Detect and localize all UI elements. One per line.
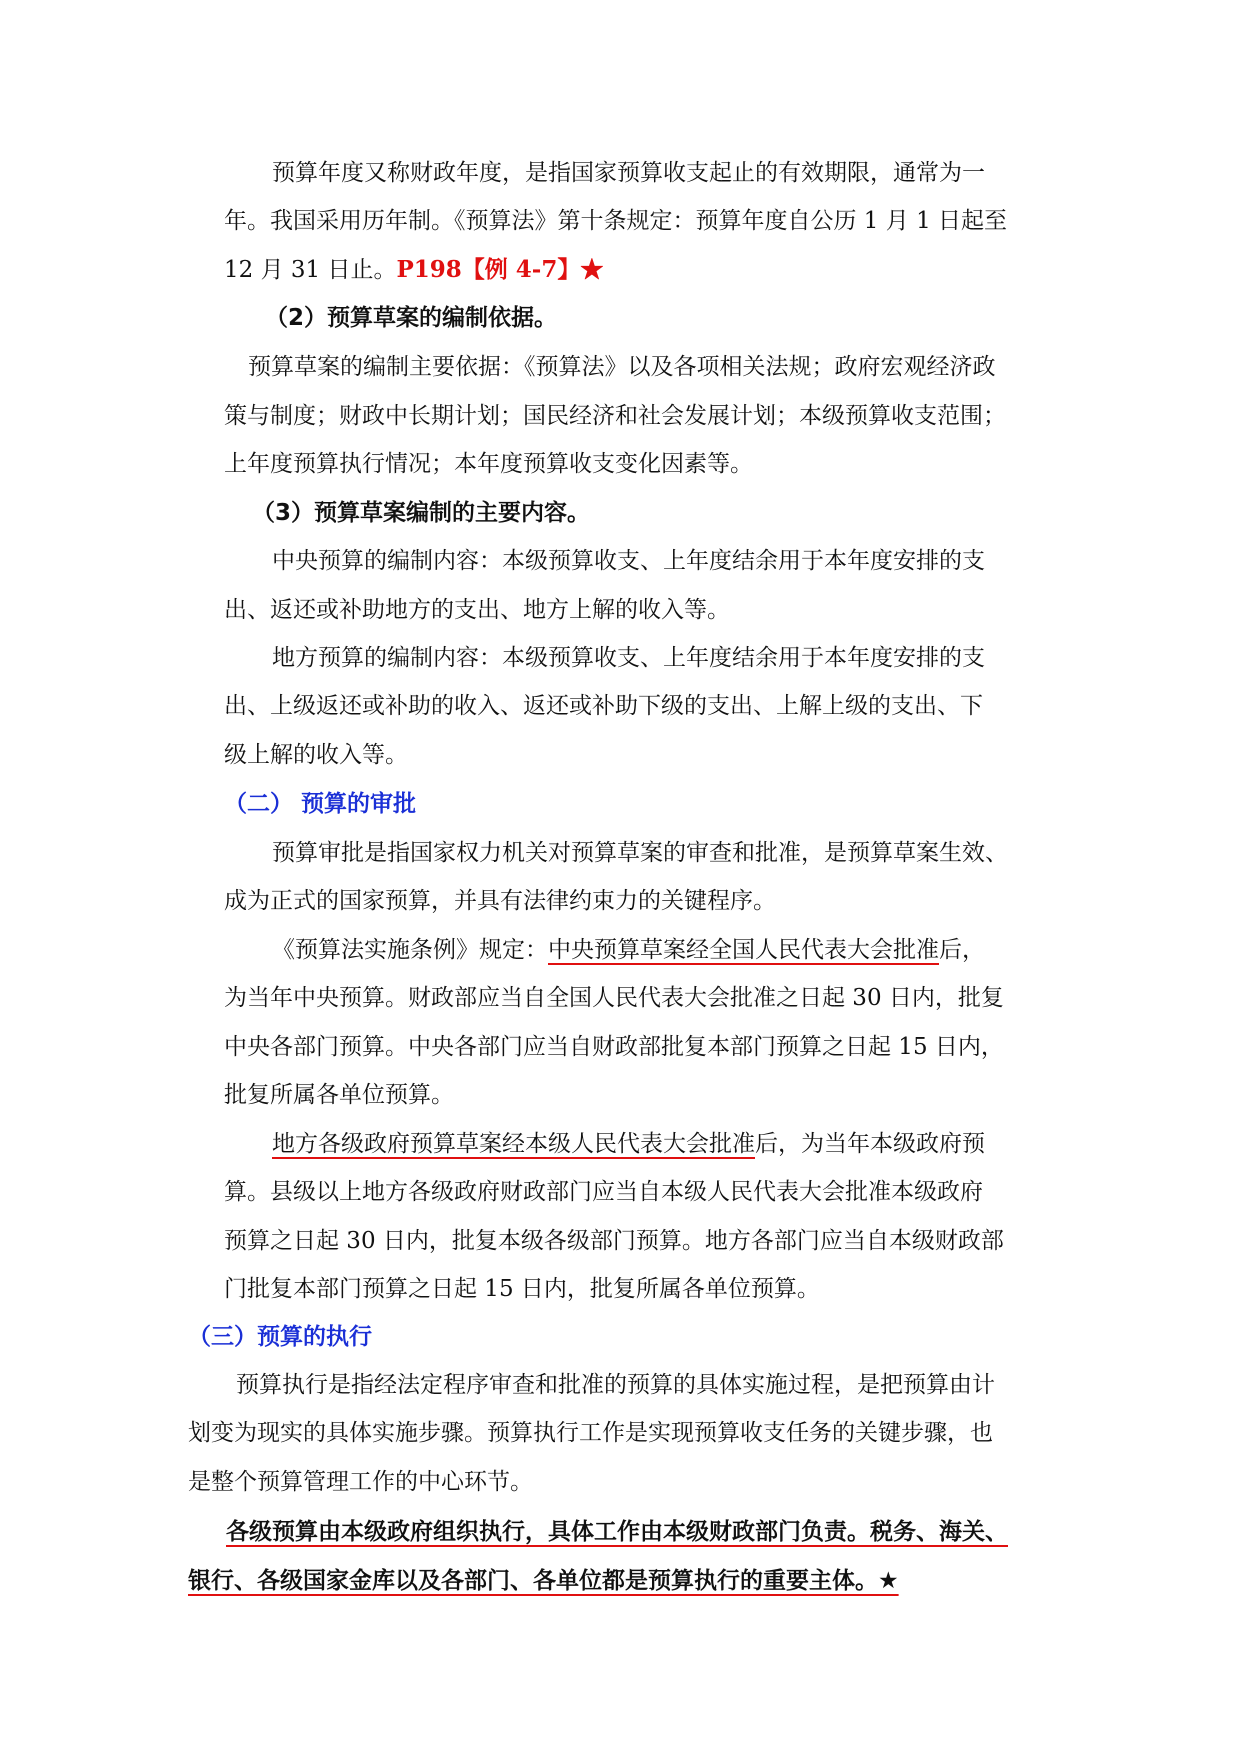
para-local-approval-line3: 预算之日起 30 日内，批复本级各级部门预算。地方各部门应当自本级财政部 <box>224 1228 1004 1254</box>
para-local-content-line1: 地方预算的编制内容：本级预算收支、上年度结余用于本年度安排的支 <box>272 645 985 671</box>
para-year-line3 <box>224 255 603 285</box>
para-basis-line1: 预算草案的编制主要依据：《预算法》以及各项相关法规；政府宏观经济政 <box>248 354 996 380</box>
para-central-approval-line3: 中央各部门预算。中央各部门应当自财政部批复本部门预算之日起 15 日内， <box>224 1034 1004 1060</box>
local-approval-suffix: 后，为当年本级政府预 <box>755 1131 985 1157</box>
para-basis-line3: 上年度预算执行情况；本年度预算收支变化因素等。 <box>224 451 753 477</box>
para-year-line3-text: 12 月 31 日止。 <box>224 257 397 283</box>
heading-execution: （三）预算的执行 <box>188 1324 372 1350</box>
para-approval-line2: 成为正式的国家预算，并具有法律约束力的关键程序。 <box>224 888 776 914</box>
para-local-approval-line2: 算。县级以上地方各级政府财政部门应当自本级人民代表大会批准本级政府 <box>224 1179 983 1205</box>
para-key-line2: 银行、各级国家金库以及各部门、各单位都是预算执行的重要主体。★ <box>188 1568 899 1594</box>
para-local-content-line3: 级上解的收入等。 <box>224 742 408 768</box>
para-basis-line2: 策与制度；财政中长期计划；国民经济和社会发展计划；本级预算收支范围； <box>224 403 1006 429</box>
para-approval-line1: 预算审批是指国家权力机关对预算草案的审查和批准，是预算草案生效、 <box>272 840 1008 866</box>
heading-basis: （2）预算草案的编制依据。 <box>265 305 558 331</box>
para-execution-line2: 划变为现实的具体实施步骤。预算执行工作是实现预算收支任务的关键步骤，也 <box>188 1420 993 1446</box>
central-approval-suffix: 后， <box>939 937 985 963</box>
heading-content: （3）预算草案编制的主要内容。 <box>252 500 591 526</box>
para-central-approval-line4: 批复所属各单位预算。 <box>224 1082 454 1108</box>
para-local-content-line2: 出、上级返还或补助的收入、返还或补助下级的支出、上解上级的支出、下 <box>224 693 983 719</box>
para-execution-line1: 预算执行是指经法定程序审查和批准的预算的具体实施过程，是把预算由计 <box>236 1372 995 1398</box>
para-local-approval-line4: 门批复本部门预算之日起 15 日内，批复所属各单位预算。 <box>224 1276 820 1302</box>
para-local-approval-line1 <box>272 1129 985 1159</box>
example-reference: P198【例 4-7】★ <box>396 256 604 283</box>
regulation-prefix: 《预算法实施条例》规定： <box>272 937 548 963</box>
para-key-line1: 各级预算由本级政府组织执行，具体工作由本级财政部门负责。税务、海关、 <box>226 1519 1008 1545</box>
underlined-central-approval: 中央预算草案经全国人民代表大会批准 <box>548 937 939 963</box>
underlined-local-approval: 地方各级政府预算草案经本级人民代表大会批准 <box>272 1131 755 1157</box>
para-execution-line3: 是整个预算管理工作的中心环节。 <box>188 1469 533 1495</box>
para-central-content-line1: 中央预算的编制内容：本级预算收支、上年度结余用于本年度安排的支 <box>272 548 985 574</box>
heading-approval: （二） 预算的审批 <box>224 791 417 817</box>
para-central-content-line2: 出、返还或补助地方的支出、地方上解的收入等。 <box>224 597 730 623</box>
para-year-line2: 年。我国采用历年制。《预算法》第十条规定：预算年度自公历 1 月 1 日起至 <box>224 208 1008 234</box>
para-central-approval-line1 <box>272 935 985 965</box>
para-year-line1: 预算年度又称财政年度，是指国家预算收支起止的有效期限，通常为一 <box>272 160 985 186</box>
para-central-approval-line2: 为当年中央预算。财政部应当自全国人民代表大会批准之日起 30 日内，批复 <box>224 985 1004 1011</box>
